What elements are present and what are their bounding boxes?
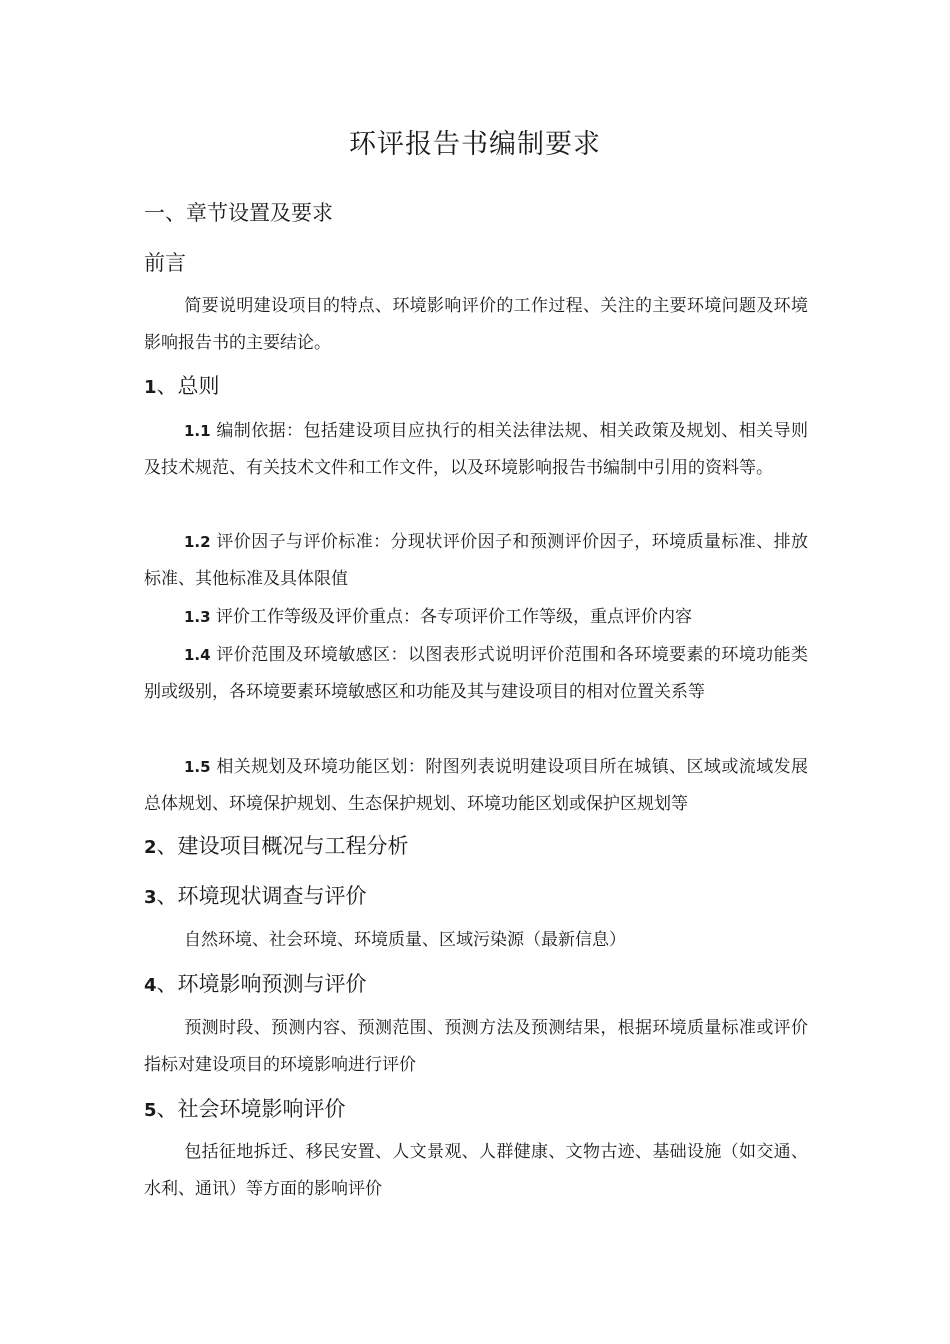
document-title: 环评报告书编制要求 bbox=[349, 129, 601, 160]
chapter3-title: 、环境现状调查与评价 bbox=[156, 884, 367, 908]
chapter3-paragraph bbox=[144, 922, 808, 959]
chapter5-text: 包括征地拆迁、移民安置、人文景观、人群健康、文物古迹、基础设施（如交通、水利、通讯）等方面的影响评价 bbox=[144, 1142, 808, 1199]
chapter5-title: 、社会环境影响评价 bbox=[156, 1097, 346, 1121]
item-1-4-text: 评价范围及环境敏感区：以图表形式说明评价范围和各环境要素的环境功能类别或级别，各环境要素环境敏感区和功能及其与建设项目的相对位置关系等 bbox=[144, 645, 808, 702]
item-1-3-text: 评价工作等级及评价重点：各专项评价工作等级，重点评价内容 bbox=[210, 607, 692, 627]
section-heading-one: 一、章节设置及要求 bbox=[144, 201, 333, 225]
item-1-2-number: 1.2 bbox=[184, 533, 211, 551]
chapter5-heading bbox=[144, 1093, 346, 1123]
chapter4-title: 、环境影响预测与评价 bbox=[156, 972, 367, 996]
chapter2-title: 、建设项目概况与工程分析 bbox=[156, 834, 409, 858]
item-1-1-text: 编制依据：包括建设项目应执行的相关法律法规、相关政策及规划、相关导则及技术规范、有关技术文件和工作文件，以及环境影响报告书编制中引用的资料等。 bbox=[144, 421, 808, 478]
item-1-5-text: 相关规划及环境功能区划：附图列表说明建设项目所在城镇、区域或流域发展总体规划、环境保护规划、生态保护规划、环境功能区划或保护区规划等 bbox=[144, 757, 808, 814]
item-1-2 bbox=[144, 524, 808, 598]
chapter2-heading bbox=[144, 830, 409, 860]
item-1-3 bbox=[144, 599, 808, 636]
item-1-1 bbox=[144, 413, 808, 487]
item-1-4-number: 1.4 bbox=[184, 646, 211, 664]
chapter1-heading bbox=[144, 370, 220, 400]
item-1-3-number: 1.3 bbox=[184, 608, 211, 626]
preface-text: 简要说明建设项目的特点、环境影响评价的工作过程、关注的主要环境问题及环境影响报告书的主要结论。 bbox=[144, 296, 808, 353]
chapter3-text: 自然环境、社会环境、环境质量、区域污染源（最新信息） bbox=[184, 930, 626, 950]
item-1-5-number: 1.5 bbox=[184, 758, 211, 776]
item-1-2-text: 评价因子与评价标准：分现状评价因子和预测评价因子，环境质量标准、排放标准、其他标准及具体限值 bbox=[144, 532, 808, 589]
preface-paragraph bbox=[144, 288, 808, 362]
chapter1-title: 、总则 bbox=[156, 374, 220, 398]
item-1-1-number: 1.1 bbox=[184, 422, 211, 440]
chapter4-number: 4 bbox=[144, 975, 157, 996]
chapter3-heading bbox=[144, 880, 367, 910]
chapter4-text: 预测时段、预测内容、预测范围、预测方法及预测结果，根据环境质量标准或评价指标对建设项目的环境影响进行评价 bbox=[144, 1018, 808, 1075]
chapter5-paragraph bbox=[144, 1134, 808, 1208]
chapter1-number: 1 bbox=[144, 377, 157, 398]
chapter2-number: 2 bbox=[144, 837, 157, 858]
chapter4-paragraph bbox=[144, 1010, 808, 1084]
preface-heading: 前言 bbox=[144, 251, 186, 275]
chapter4-heading bbox=[144, 968, 367, 998]
chapter3-number: 3 bbox=[144, 887, 157, 908]
item-1-4 bbox=[144, 637, 808, 711]
chapter5-number: 5 bbox=[144, 1100, 157, 1121]
item-1-5 bbox=[144, 749, 808, 823]
